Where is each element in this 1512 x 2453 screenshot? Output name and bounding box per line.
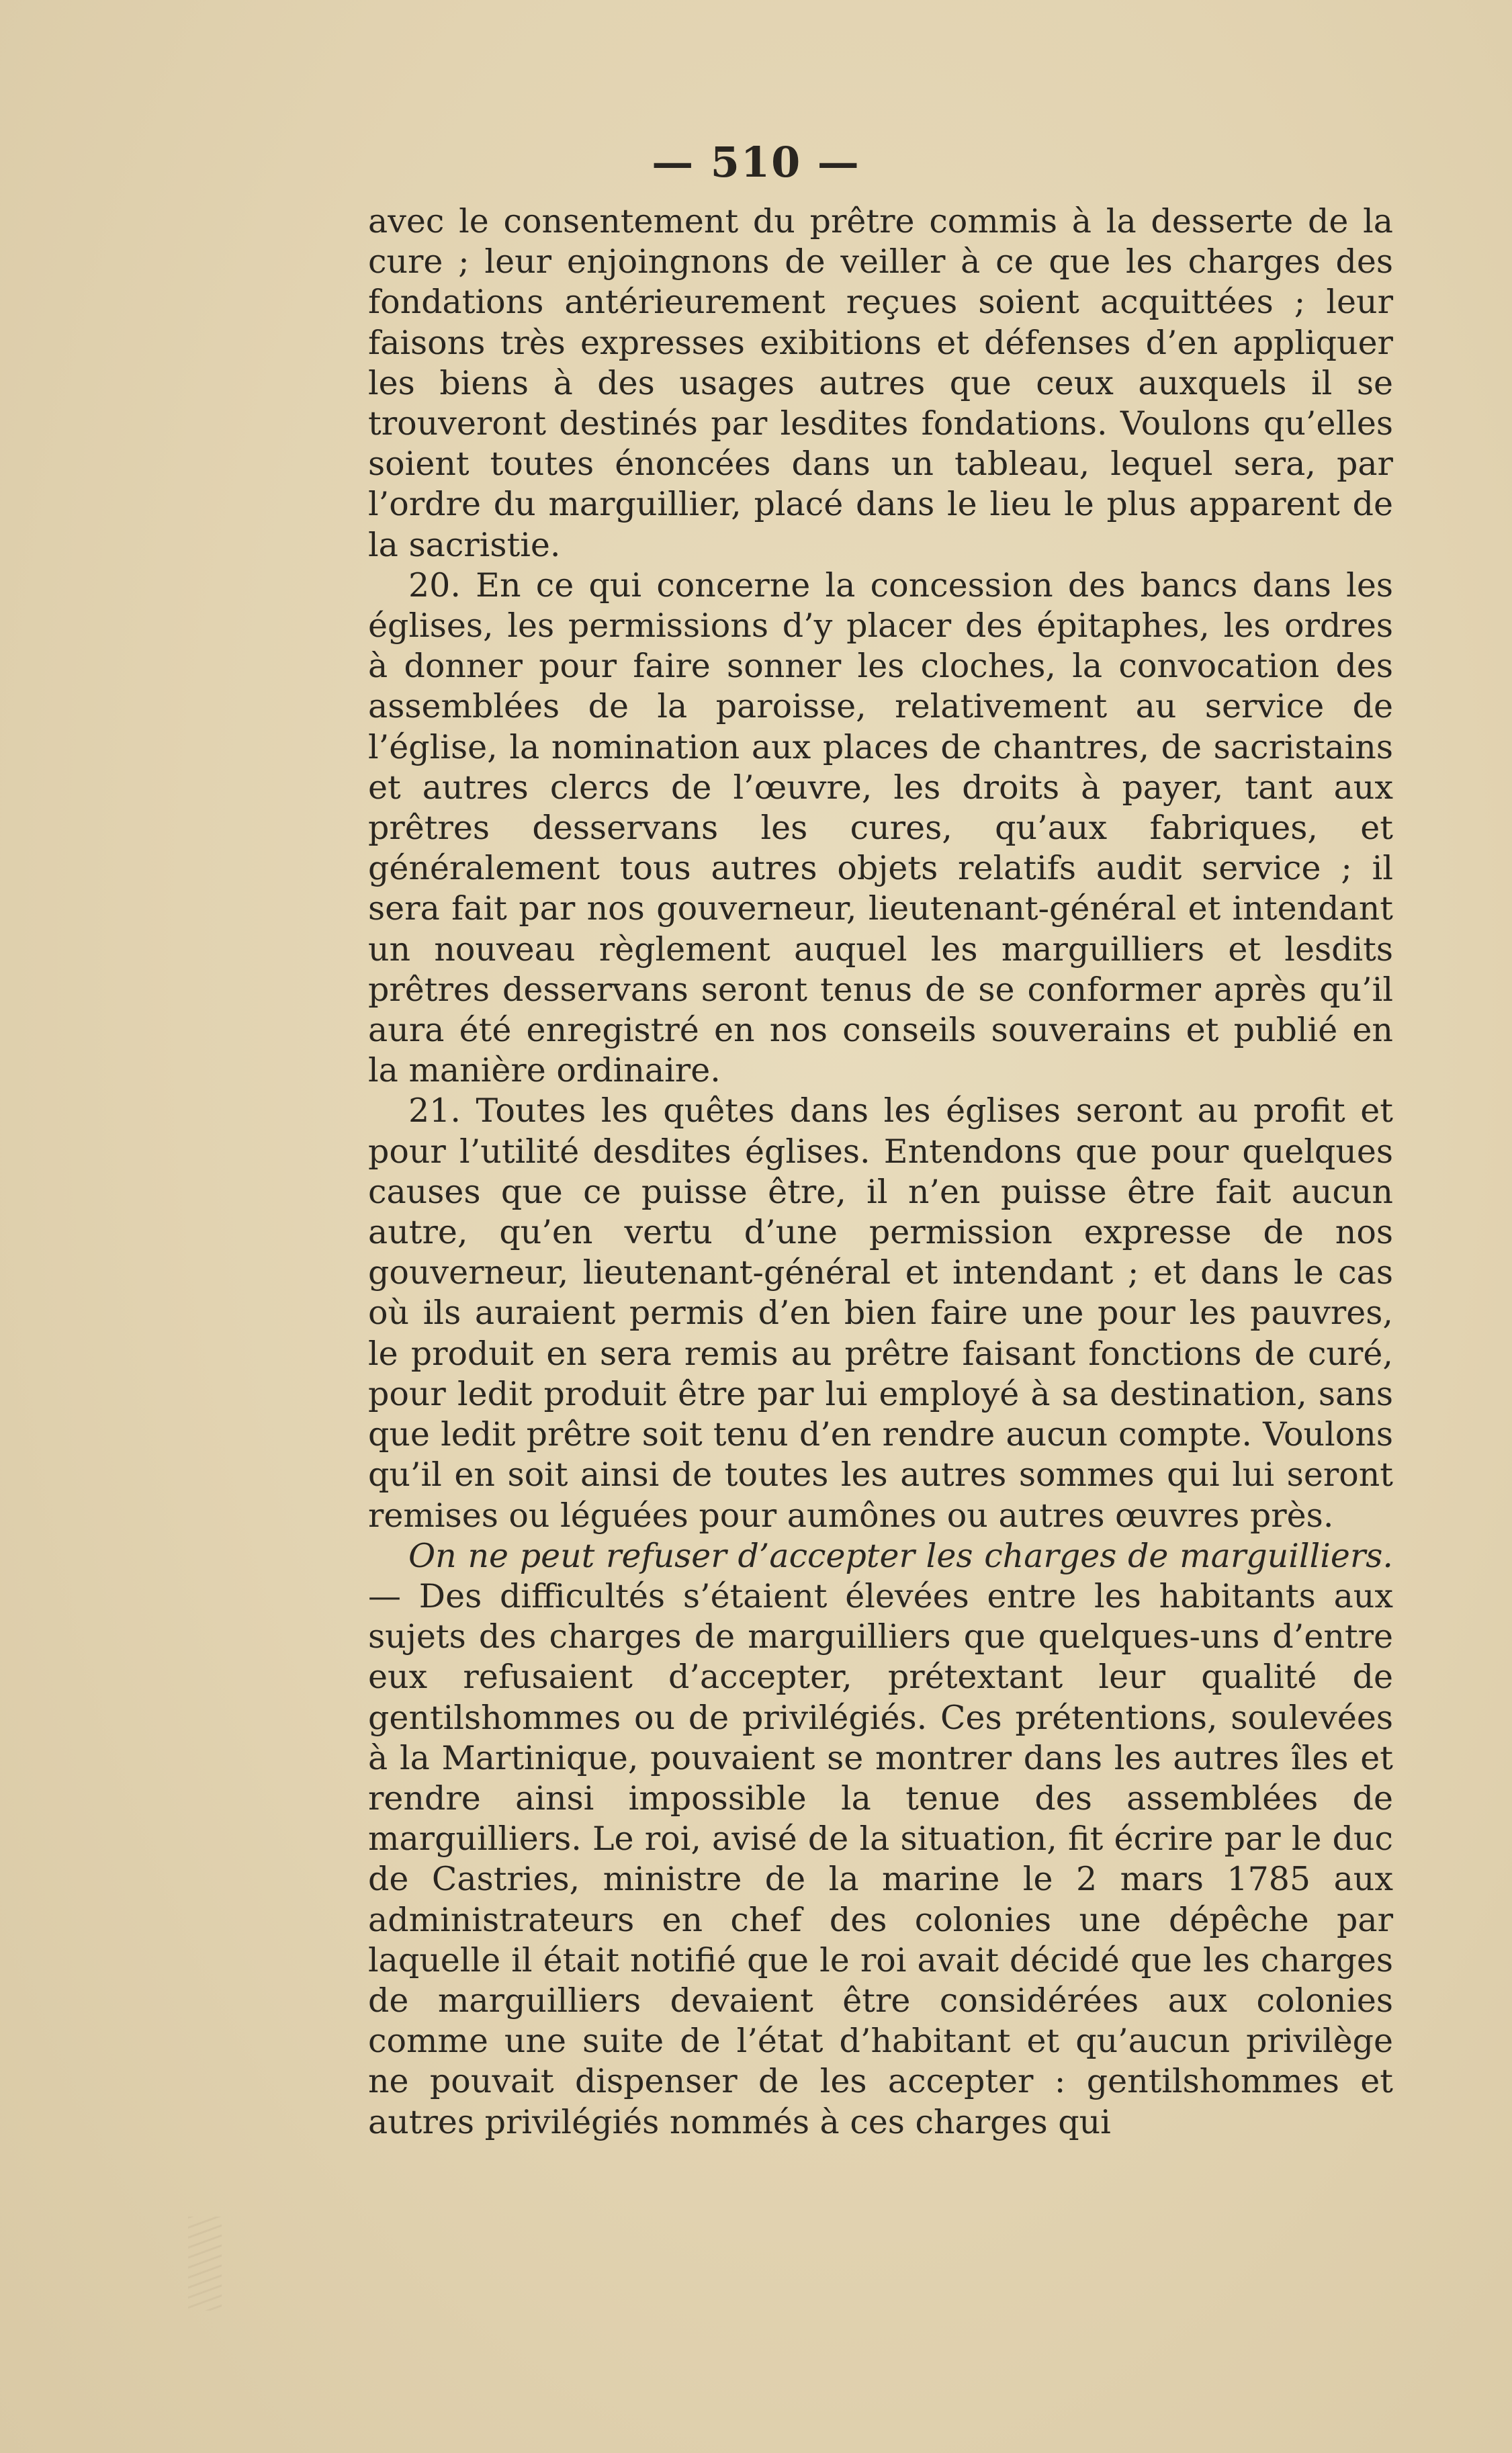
- section-heading-italic: On ne peut refuser d’accepter les charges de marguilliers.: [408, 1536, 1393, 1575]
- paragraph-marguilliers: [368, 1536, 1393, 2143]
- paragraph-article-21: 21. Toutes les quêtes dans les églises seront au profit et pour l’utilité desdites églises. Entendons que pour quelques causes que ce puisse être, il n’en puisse être fait aucun autre, qu’en vertu d’une permission expresse de nos gouverneur, lieutenant-général et intendant ; et dans le cas où ils auraient permis d’en bien faire une pour les pauvres, le produit en sera remis au prêtre faisant fonctions de curé, pour ledit produit être par lui employé à sa destination, sans que ledit prêtre soit tenu d’en rendre aucun compte. Voulons qu’il en soit ainsi de toutes les autres sommes qui lui seront remises ou léguées pour aumônes ou autres œuvres près.: [368, 1091, 1393, 1535]
- paper-speck-mark: [188, 2217, 222, 2311]
- body-text: [368, 202, 1393, 2143]
- page-number: — 510 —: [652, 138, 860, 187]
- paragraph-marguilliers-text: — Des difficultés s’étaient élevées entre les habitants aux sujets des charges de marguilliers que quelques-uns d’entre eux refusaient d’accepter, prétextant leur qualité de gentilshommes ou de privilégiés. Ces prétentions, soulevées à la Martinique, pouvaient se montrer dans les autres îles et rendre ainsi impossible la tenue des assemblées de marguilliers. Le roi, avisé de la situation, fit écrire par le duc de Castries, ministre de la marine le 2 mars 1785 aux administrateurs en chef des colonies une dépêche par laquelle il était notifié que le roi avait décidé que les charges de marguilliers devaient être considérées aux colonies comme une suite de l’état d’habitant et qu’aucun privilège ne pouvait dispenser de les accepter : gentilshommes et autres privilégiés nommés à ces charges qui: [368, 1576, 1393, 2141]
- paragraph-article-20: 20. En ce qui concerne la concession des bancs dans les églises, les permissions d’y placer des épitaphes, les ordres à donner pour faire sonner les cloches, la convocation des assemblées de la paroisse, relativement au service de l’église, la nomination aux places de chantres, de sacristains et autres clercs de l’œuvre, les droits à payer, tant aux prêtres desservans les cures, qu’aux fabriques, et généralement tous autres objets relatifs audit service ; il sera fait par nos gouverneur, lieutenant-général et intendant un nouveau règlement auquel les marguilliers et lesdits prêtres desservans seront tenus de se conformer après qu’il aura été enregistré en nos conseils souverains et publié en la manière ordinaire.: [368, 566, 1393, 1090]
- paragraph-continuation: avec le consentement du prêtre commis à la desserte de la cure ; leur enjoingnons de veiller à ce que les charges des fondations antérieurement reçues soient acquittées ; leur faisons très expresses exibitions et défenses d’en appliquer les biens à des usages autres que ceux auxquels il se trouveront destinés par lesdites fondations. Voulons qu’elles soient toutes énoncées dans un tableau, lequel sera, par l’ordre du marguillier, placé dans le lieu le plus apparent de la sacristie.: [368, 202, 1393, 564]
